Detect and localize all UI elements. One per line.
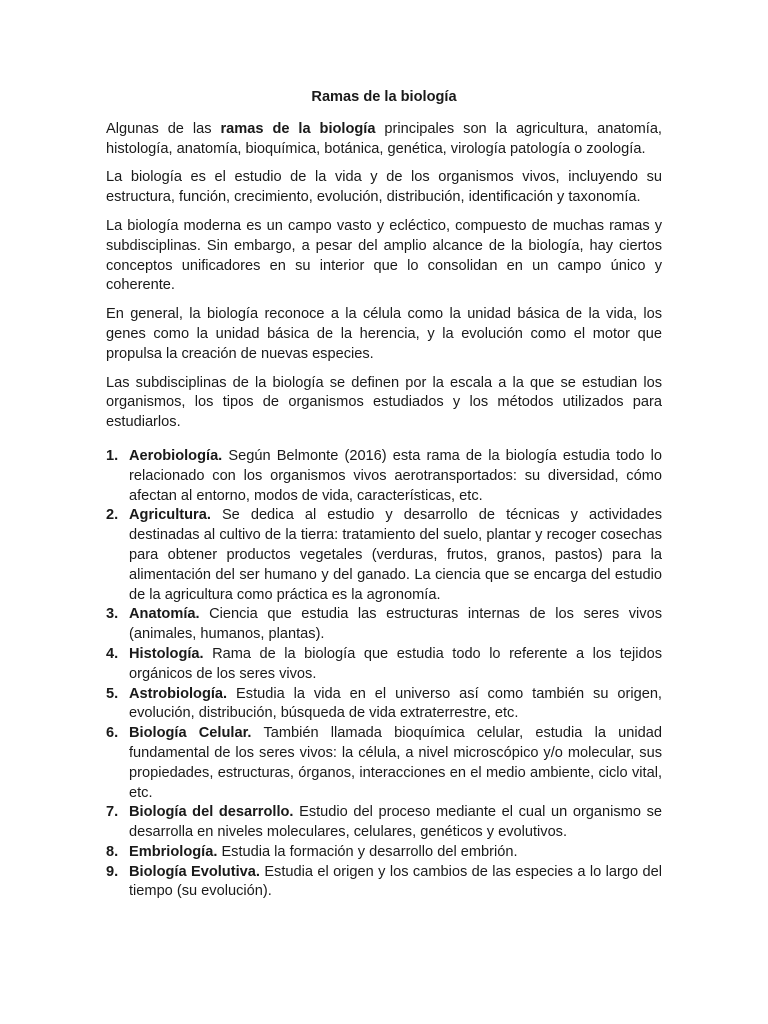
paragraph-definition: La biología es el estudio de la vida y de los organismos vivos, incluyendo su estructura, función, crecimiento, evolución, distribución, identificación y taxonomía. [106, 169, 662, 206]
list-term: Anatomía. [129, 606, 200, 623]
list-text: Según Belmonte (2016) esta rama de la biología estudia todo lo relacionado con los organismos vivos aerotransportados: su diversidad, cómo afectan al entorno, modos de vida, características, etc. [129, 447, 662, 504]
list-text: Estudia la formación y desarrollo del embrión. [217, 843, 518, 860]
list-item [106, 724, 662, 803]
intro-text-after: principales son la agricultura, anatomía, histología, anatomía, bioquímica, botánica, genética, virología patología o zoología. [106, 120, 662, 157]
intro-paragraph [106, 120, 662, 160]
list-number: 8. [106, 843, 119, 860]
intro-bold-phrase: ramas de la biología [220, 120, 376, 137]
document-title: Ramas de la biología [311, 89, 457, 105]
list-number: 3. [106, 606, 119, 623]
paragraph-subdisciplines: Las subdisciplinas de la biología se definen por la escala a la que se estudian los organismos, los tipos de organismos estudiados y los métodos utilizados para estudiarlos. [106, 374, 662, 431]
list-term: Astrobiología. [129, 685, 228, 702]
list-term: Biología Celular. [129, 725, 252, 742]
list-item [106, 843, 662, 863]
list-item [106, 506, 662, 605]
list-text: Ciencia que estudia las estructuras internas de los seres vivos (animales, humanos, plantas). [129, 606, 662, 643]
list-term: Biología Evolutiva. [129, 863, 260, 880]
list-number: 7. [106, 804, 119, 821]
list-item [106, 803, 662, 843]
list-number: 5. [106, 685, 119, 702]
list-text: Rama de la biología que estudia todo lo referente a los tejidos orgánicos de los seres vivos. [129, 645, 662, 682]
list-text: Se dedica al estudio y desarrollo de técnicas y actividades destinadas al cultivo de la tierra: tratamiento del suelo, plantar y recoger cosechas para obtener productos vegetales (verduras, frutos, granos, pastos) para la alimentación del ser humano y del ganado. La ciencia que se encarga del estudio de la agricultura como práctica es la agronomía. [129, 507, 662, 603]
list-text: Estudia la vida en el universo así como también su origen, evolución, distribución, búsqueda de vida extraterrestre, etc. [129, 685, 662, 722]
list-item [106, 685, 662, 725]
intro-text-before: Algunas de las [106, 120, 221, 137]
list-term: Agricultura. [129, 507, 211, 524]
list-term: Aerobiología. [129, 447, 223, 464]
list-item [106, 605, 662, 645]
list-number: 9. [106, 863, 119, 880]
list-number: 2. [106, 507, 119, 524]
list-number: 1. [106, 447, 119, 464]
list-term: Embriología. [129, 843, 218, 860]
list-term: Histología. [129, 645, 204, 662]
list-item [106, 645, 662, 685]
list-text: Estudio del proceso mediante el cual un organismo se desarrolla en niveles moleculares, celulares, genéticos y evolutivos. [129, 804, 662, 841]
list-item [106, 863, 662, 903]
branches-list [106, 447, 662, 902]
paragraph-modern-biology: La biología moderna es un campo vasto y ecléctico, compuesto de muchas ramas y subdisciplinas. Sin embargo, a pesar del amplio alcance de la biología, hay ciertos conceptos unificadores en su interior que lo consolidan en un campo único y coherente. [106, 217, 662, 294]
paragraph-general-concepts: En general, la biología reconoce a la célula como la unidad básica de la vida, los genes como la unidad básica de la herencia, y la evolución como el motor que propulsa la creación de nuevas especies. [106, 306, 662, 362]
list-term: Biología del desarrollo. [129, 804, 294, 821]
list-item [106, 447, 662, 506]
list-text: Estudia el origen y los cambios de las especies a lo largo del tiempo (su evolución). [129, 863, 662, 900]
document-page [106, 88, 662, 902]
list-text: También llamada bioquímica celular, estudia la unidad fundamental de los seres vivos: la célula, a nivel microscópico y/o molecular, sus propiedades, estructuras, órganos, interacciones en el medio ambiente, ciclo vital, etc. [129, 725, 662, 801]
list-number: 6. [106, 725, 119, 742]
list-number: 4. [106, 645, 119, 662]
